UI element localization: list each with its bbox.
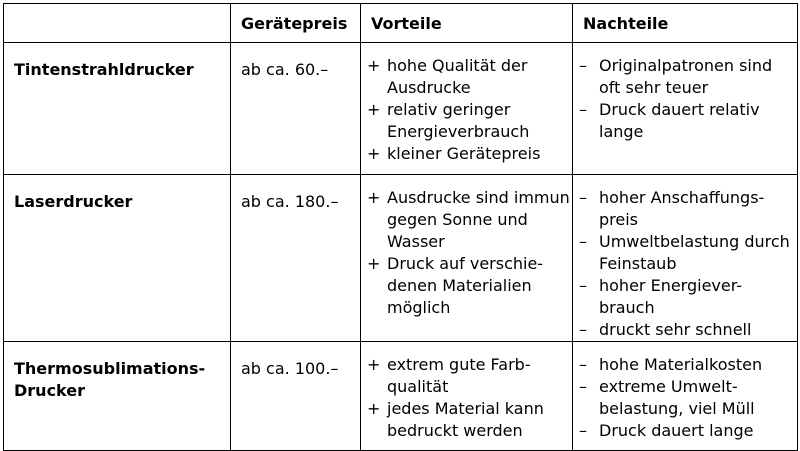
table-row [4, 342, 798, 451]
con-text: hohe Materialkosten [599, 355, 763, 374]
list-item [361, 143, 572, 165]
pros-list [361, 43, 572, 165]
device-price: ab ca. 180.– [231, 175, 361, 342]
minus-mark: – [579, 320, 587, 339]
con-text: Druck dauert lange [599, 421, 754, 440]
con-text: hoher Anschaffungs-preis [599, 188, 765, 229]
minus-mark: – [579, 377, 587, 396]
plus-mark: + [367, 188, 381, 207]
cons-cell [573, 342, 798, 451]
con-text: Druck dauert relativ lange [599, 100, 760, 141]
list-item [573, 187, 797, 231]
plus-mark: + [367, 355, 381, 374]
minus-mark: – [579, 276, 587, 295]
list-item [573, 376, 797, 420]
minus-mark: – [579, 100, 587, 119]
header-row [4, 4, 798, 43]
minus-mark: – [579, 421, 587, 440]
list-item [573, 354, 797, 376]
header-pros: Vorteile [361, 4, 573, 43]
list-item [573, 55, 797, 99]
printer-type: Thermosublimations-Drucker [4, 342, 231, 451]
list-item [573, 231, 797, 275]
cons-cell [573, 43, 798, 175]
list-item [361, 354, 572, 398]
cons-list [573, 175, 797, 341]
printer-comparison-table [3, 3, 798, 451]
pro-text: extrem gute Farb-qualität [387, 355, 531, 396]
list-item [361, 398, 572, 442]
list-item [573, 275, 797, 319]
list-item [361, 55, 572, 99]
list-item [573, 420, 797, 442]
header-cons: Nachteile [573, 4, 798, 43]
pros-list [361, 342, 572, 442]
minus-mark: – [579, 232, 587, 251]
pro-text: hohe Qualität der Ausdrucke [387, 56, 528, 97]
plus-mark: + [367, 100, 381, 119]
pro-text: relativ geringer Energieverbrauch [387, 100, 530, 141]
pro-text: Ausdrucke sind immun gegen Sonne und Wasser [387, 188, 570, 251]
con-text: extreme Umwelt-belastung, viel Müll [599, 377, 755, 418]
table-row [4, 43, 798, 175]
list-item [361, 99, 572, 143]
header-empty [4, 4, 231, 43]
plus-mark: + [367, 56, 381, 75]
con-text: hoher Energiever-brauch [599, 276, 743, 317]
plus-mark: + [367, 144, 381, 163]
table-row [4, 175, 798, 342]
pros-cell [361, 43, 573, 175]
pros-cell [361, 175, 573, 342]
con-text: druckt sehr schnell [599, 320, 752, 339]
minus-mark: – [579, 188, 587, 207]
list-item [361, 253, 572, 319]
pros-list [361, 175, 572, 319]
printer-type: Tintenstrahldrucker [4, 43, 231, 175]
list-item [573, 319, 797, 341]
list-item [573, 99, 797, 143]
cons-list [573, 43, 797, 143]
header-price: Gerätepreis [231, 4, 361, 43]
cons-cell [573, 175, 798, 342]
pro-text: Druck auf verschie-denen Materialien möglich [387, 254, 544, 317]
pro-text: jedes Material kann bedruckt werden [387, 399, 544, 440]
con-text: Originalpatronen sind oft sehr teuer [599, 56, 773, 97]
cons-list [573, 342, 797, 442]
minus-mark: – [579, 355, 587, 374]
minus-mark: – [579, 56, 587, 75]
list-item [361, 187, 572, 253]
printer-type: Laserdrucker [4, 175, 231, 342]
pro-text: kleiner Gerätepreis [387, 144, 541, 163]
device-price: ab ca. 60.– [231, 43, 361, 175]
con-text: Umweltbelastung durch Feinstaub [599, 232, 790, 273]
plus-mark: + [367, 254, 381, 273]
pros-cell [361, 342, 573, 451]
device-price: ab ca. 100.– [231, 342, 361, 451]
plus-mark: + [367, 399, 381, 418]
